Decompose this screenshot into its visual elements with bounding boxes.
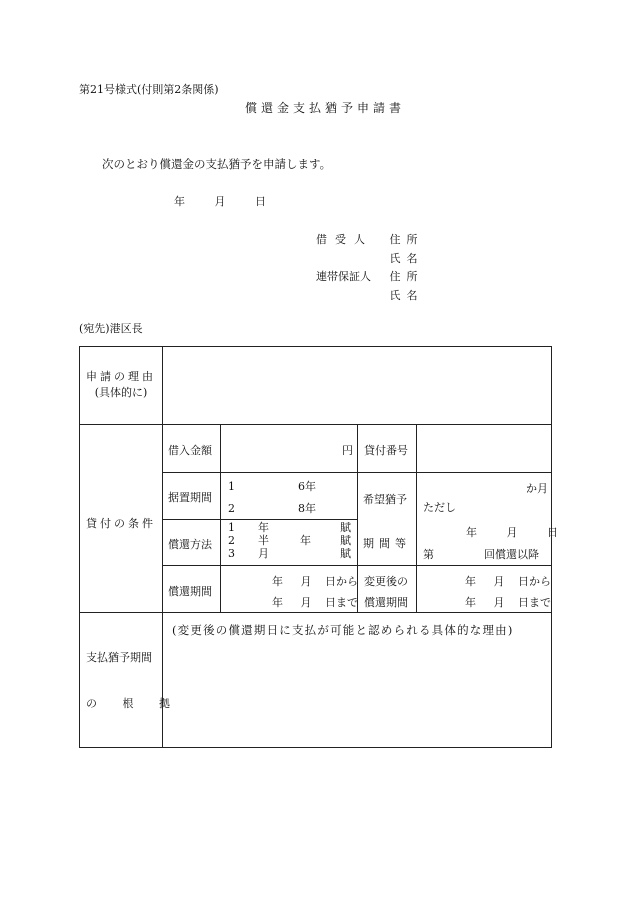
repayment-term-until[interactable] [272,594,358,610]
deferment-option-2[interactable] [228,500,316,516]
method-row-b: 年 [300,534,311,547]
guarantor-name-row [316,287,424,303]
borrower-address-row [316,231,424,247]
nth-label: 第 [423,548,434,561]
however-text: ただし [423,501,456,514]
repayment-method-label: 償還方法 [168,538,212,551]
reason-label-line1: 申請の理由 [86,370,156,383]
date-day: 日 [255,195,266,208]
term-from-year: 年 [272,575,283,588]
method-row-no: 2 [228,534,235,547]
method-row-a: 半 [258,534,269,547]
after-nth-repayment: 回償還以降 [484,548,539,561]
borrower-name-row [316,250,424,266]
guarantor-name-label: 氏名 [389,289,424,302]
reason-field[interactable] [164,348,550,423]
loan-amount-label: 借入金額 [168,444,212,457]
grounds-label-line2 [86,695,170,711]
changed-from-month: 月 [493,575,505,588]
intro-text: 次のとおり償還金の支払猶予を申請します。 [102,157,332,171]
grounds-label-no: の [86,697,97,710]
changed-term-label-1: 変更後の [364,575,408,588]
page-title: 償還金支払猶予申請書 [244,101,405,115]
deferment-date-month: 月 [506,526,518,539]
application-table [79,346,558,748]
term-until-month: 月 [300,596,312,609]
deferment-date[interactable] [466,524,558,540]
term-from-suffix: 日から [325,575,358,588]
addressee: (宛先)港区長 [79,322,143,335]
reason-label [80,369,162,401]
changed-until-year: 年 [465,596,476,609]
changed-term-label-2: 償還期間 [364,596,408,609]
method-row-no: 3 [228,547,235,560]
date-month: 月 [214,195,226,208]
changed-until-month: 月 [493,596,505,609]
method-row-no: 1 [228,521,235,534]
method-row-a: 月 [258,547,269,560]
conditions-label: 貸付の条件 [86,517,156,530]
grounds-field[interactable] [164,641,550,745]
changed-from-suffix: 日から [518,575,551,588]
deferment-option-1-no: 1 [228,480,235,493]
term-until-suffix: 日まで [325,596,358,609]
reason-label-line2: (具体的に) [94,386,148,399]
grounds-label-line1: 支払猶予期間 [86,651,152,664]
yen-unit: 円 [342,444,353,457]
guarantor-address-label: 住所 [389,270,424,283]
deferment-option-1[interactable] [228,478,316,494]
months-unit: か月 [526,482,548,495]
loan-amount-field[interactable] [222,425,356,471]
changed-until-suffix: 日まで [518,596,551,609]
repayment-method-options[interactable] [228,521,352,560]
method-row-c: 賦 [340,534,351,547]
loan-number-field[interactable] [418,425,550,471]
method-row[interactable] [228,521,352,534]
changed-from-year: 年 [465,575,476,588]
address-label: 住所 [389,233,424,246]
deferment-option-2-no: 2 [228,502,235,515]
changed-term-from[interactable] [465,573,551,589]
deferment-option-2-value: 8年 [298,502,316,515]
grounds-label-kon: 根 [122,697,134,710]
deferment-date-year: 年 [466,526,477,539]
name-label: 氏名 [389,252,424,265]
guarantor-address-row [316,268,424,284]
deferment-period-label: 据置期間 [168,491,212,504]
method-row-c: 賦 [340,521,351,534]
grounds-hint: (変更後の償還期日に支払が可能と認められる具体的な理由) [172,623,514,637]
term-from-month: 月 [300,575,312,588]
method-row[interactable] [228,547,352,560]
borrower-label: 借受人 [316,233,373,246]
changed-term-until[interactable] [465,594,551,610]
loan-number-label: 貸付番号 [364,444,408,457]
method-row[interactable] [228,534,352,547]
repayment-term-from[interactable] [272,573,358,589]
form-number: 第21号様式(付則第2条関係) [79,83,219,96]
date-year: 年 [174,195,185,208]
method-row-c: 賦 [340,547,351,560]
term-until-year: 年 [272,596,283,609]
repayment-term-label: 償還期間 [168,585,212,598]
deferment-option-1-value: 6年 [298,480,316,493]
method-row-a: 年 [258,521,269,534]
date-line [174,193,266,209]
period-etc-label: 期間等 [363,537,411,550]
desired-deferment-label: 希望猶予 [363,493,407,506]
grounds-label-kyo: 拠 [159,697,170,710]
guarantor-label: 連帯保証人 [316,270,371,283]
deferment-date-day: 日 [547,526,558,539]
